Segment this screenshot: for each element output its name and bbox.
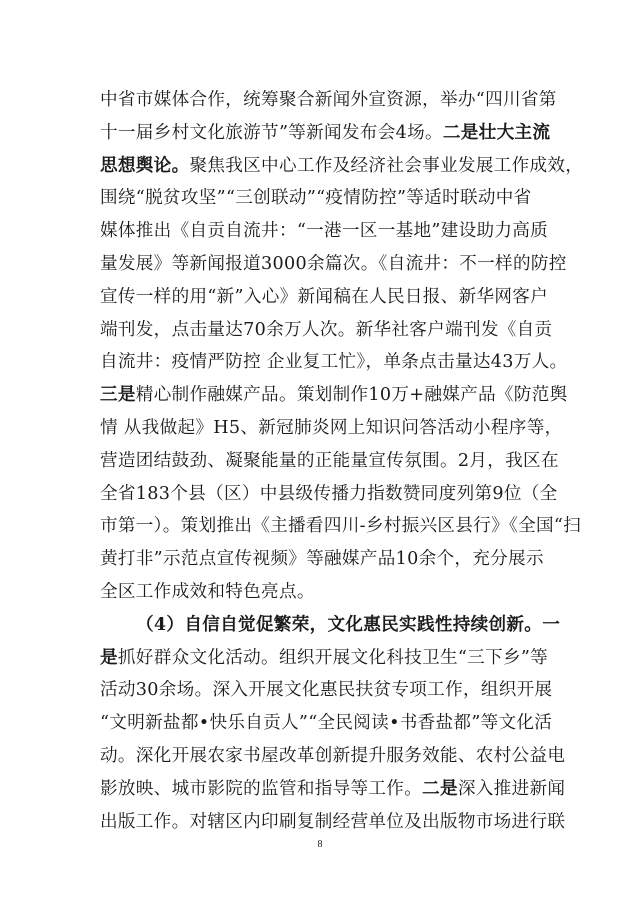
text-line: [100, 182, 550, 215]
text-line: [100, 412, 563, 445]
text-line: [100, 707, 553, 740]
text-line: [100, 510, 582, 543]
text-run: 媒体推出《自贡自流井：“一港一区一基地”建设助力高质: [100, 221, 549, 242]
text-run: 深入推进新闻: [457, 778, 566, 799]
bold-text-run: 二是壮大主流: [442, 121, 551, 143]
text-line: [100, 346, 568, 379]
text-line: [100, 576, 550, 609]
text-line: [100, 281, 550, 314]
text-run: 营造团结鼓劲、凝聚能量的正能量宣传氛围。2月，我区在: [100, 450, 559, 471]
text-line: [100, 674, 553, 707]
text-run: 黄打非”示范点宣传视频》等融媒产品10余个，充分展示: [100, 549, 544, 570]
text-run: “文明新盐都•快乐自贡人”“全民阅读•书香盐都”等文化活: [100, 713, 553, 734]
page-number: 8: [317, 839, 323, 850]
text-line: [100, 740, 566, 773]
bold-text-run: （4）自信自觉促繁荣，文化惠民实践性持续创新。一: [136, 613, 561, 635]
text-line: [100, 248, 567, 281]
text-line: [100, 543, 550, 576]
text-run: 抓好群众文化活动。组织开展文化科技卫生“三下乡”等: [117, 647, 549, 668]
text-line: [100, 379, 568, 412]
text-run: 情 从我做起》H5、新冠肺炎网上知识问答活动小程序等，: [100, 417, 563, 438]
text-line: [100, 609, 561, 642]
text-line: [100, 642, 550, 675]
text-line: [100, 84, 557, 117]
text-line: [100, 478, 558, 511]
bold-text-run: 思想舆论。: [100, 154, 190, 176]
text-run: 端刊发，点击量达70余万人次。新华社客户端刊发《自贡: [100, 319, 553, 340]
text-run: 自流井：疫情严防控 企业复工忙》，单条点击量达43万人。: [100, 352, 568, 373]
body-text: [100, 84, 584, 838]
text-line: [100, 445, 559, 478]
text-line: [100, 150, 584, 183]
bold-text-run: 三是: [100, 384, 136, 406]
text-line: [100, 806, 566, 839]
text-run: 影放映、城市影院的监管和指导等工作。: [100, 778, 423, 799]
text-line: [100, 117, 550, 150]
text-line: [100, 215, 550, 248]
text-run: 出版工作。对辖区内印刷复制经营单位及出版物市场进行联: [100, 811, 566, 832]
text-run: 活动30余场。深入开展文化惠民扶贫专项工作，组织开展: [100, 680, 553, 701]
text-run: 全区工作成效和特色亮点。: [100, 581, 315, 602]
text-line: [100, 773, 566, 806]
text-run: 中省市媒体合作，统筹聚合新闻外宣资源，举办“四川省第: [100, 90, 557, 110]
text-run: 全省183个县（区）中县级传播力指数赞同度列第9位（全: [100, 483, 558, 504]
text-run: 精心制作融媒产品。策划制作10万+融媒产品《防范舆: [135, 385, 568, 406]
bold-text-run: 二是: [422, 777, 458, 799]
text-run: 市第一）。策划推出《主播看四川-乡村振兴区县行》《全国“扫: [100, 516, 582, 537]
bold-text-run: 是: [100, 646, 118, 668]
text-run: 动。深化开展农家书屋改革创新提升服务效能、农村公益电: [100, 745, 566, 766]
text-run: 十一届乡村文化旅游节”等新闻发布会4场。: [100, 122, 443, 143]
text-line: [100, 314, 553, 347]
text-run: 宣传一样的用“新”入心》新闻稿在人民日报、新华网客户: [100, 286, 549, 307]
text-run: 量发展》等新闻报道3000余篇次。《自流井：不一样的防控: [100, 253, 567, 274]
text-run: 聚焦我区中心工作及经济社会事业发展工作成效，: [189, 155, 584, 176]
text-run: 围绕“脱贫攻坚”“三创联动”“疫情防控”等适时联动中省: [100, 188, 532, 209]
